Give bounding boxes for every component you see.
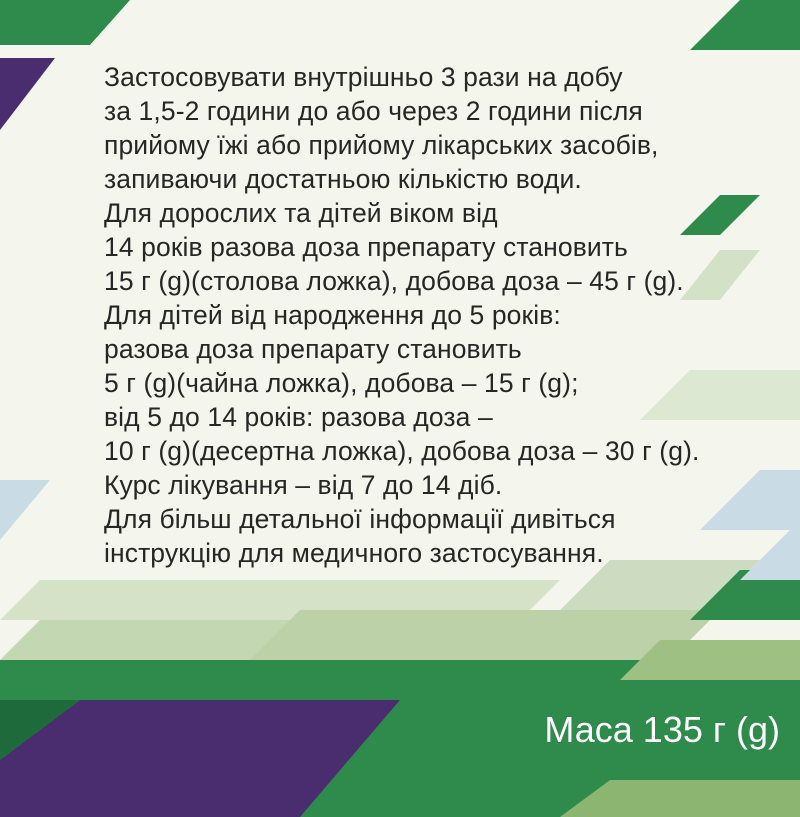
instruction-line: 14 років разова доза препарату становить bbox=[104, 232, 628, 262]
usage-instructions bbox=[104, 60, 774, 570]
green-accent bbox=[0, 0, 130, 45]
instruction-line: Для дітей від народження до 5 років: bbox=[104, 300, 561, 330]
light-blue-shape bbox=[0, 480, 50, 540]
instruction-line: Для більш детальної інформації дивіться bbox=[104, 504, 616, 534]
instruction-line: Застосовувати внутрішньо 3 рази на добу bbox=[104, 62, 623, 92]
green-accent bbox=[690, 0, 800, 50]
instruction-line: 10 г (g)(десертна ложка), добова доза – 30 г (g). bbox=[104, 436, 700, 466]
instruction-line: за 1,5-2 години до або через 2 години після bbox=[104, 96, 643, 126]
instruction-line: разова доза препарату становить bbox=[104, 334, 522, 364]
instruction-line: 5 г (g)(чайна ложка), добова – 15 г (g); bbox=[104, 368, 579, 398]
net-weight-label: Маса 135 г (g) bbox=[544, 709, 780, 750]
instruction-line: інструкцію для медичного застосування. bbox=[104, 538, 604, 568]
instruction-line: запиваючи достатньою кількістю води. bbox=[104, 164, 582, 194]
instruction-line: прийому їжі або прийому лікарських засобів, bbox=[104, 130, 659, 160]
instruction-line: 15 г (g)(столова ложка), добова доза – 45 г (g). bbox=[104, 266, 684, 296]
light-green-shape bbox=[0, 620, 300, 660]
instruction-line: від 5 до 14 років: разова доза – bbox=[104, 402, 493, 432]
instruction-line: Курс лікування – від 7 до 14 діб. bbox=[104, 470, 503, 500]
instruction-line: Для дорослих та дітей віком від bbox=[104, 198, 498, 228]
purple-accent bbox=[0, 58, 55, 130]
